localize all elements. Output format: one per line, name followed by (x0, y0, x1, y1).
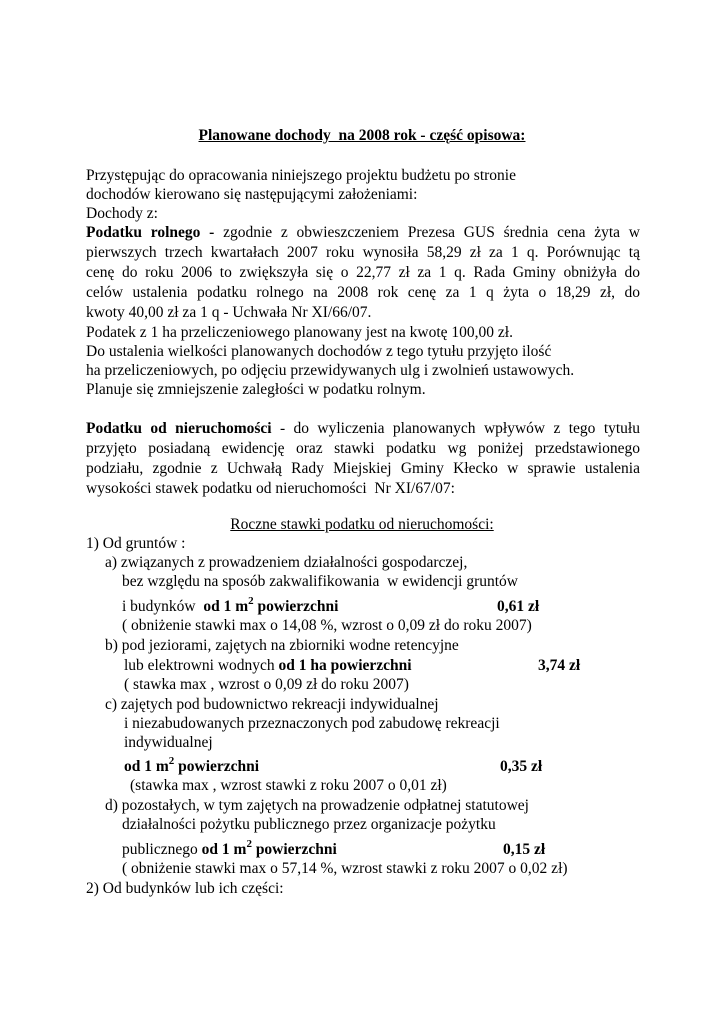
nieruch-line-4: wysokości stawek podatku od nieruchomości Nr XI/67/07: (86, 480, 455, 497)
stawki-heading: Roczne stawki podatku od nieruchomości: (230, 516, 494, 533)
item-a-amount: 0,61 zł (497, 598, 540, 615)
item-a-line-2: bez względu na sposób zakwalifikowania w ewidencji gruntów (122, 573, 518, 590)
nieruch-paragraph-line-1: Podatku od nieruchomości - do wyliczenia planowanych wpływów z tego tytułu (86, 420, 640, 437)
intro-line-2: dochodów kierowano się następującymi założeniami: (86, 186, 418, 203)
rolny-heading: Podatku rolnego - (86, 224, 215, 241)
rolny-line-7: Do ustalenia wielkości planowanych dochodów z tego tytułu przyjęto ilość (86, 343, 552, 360)
intro-line-3: Dochody z: (86, 205, 158, 222)
item-a-line-1: a) związanych z prowadzeniem działalności gospodarczej, (105, 554, 468, 571)
rolny-line-6: Podatek z 1 ha przeliczeniowego planowany jest na kwotę 100,00 zł. (86, 324, 513, 341)
nieruch-line-2: przyjęto posiadaną ewidencję oraz stawki podatku wg poniżej przedstawionego (86, 440, 640, 457)
item-b-line-2: lub elektrowni wodnych od 1 ha powierzchni (124, 657, 412, 674)
item-a-line-3: i budynków od 1 $m^2$ powierzchni (122, 595, 339, 615)
item-d-line-2: działalności pożytku publicznego przez organizacje pożytku (122, 816, 496, 833)
grunty-heading: 1) Od gruntów : (86, 535, 186, 552)
item-d-note: ( obniżenie stawki max o 57,14 %, wzrost stawki z roku 2007 o 0,02 zł) (122, 860, 568, 877)
rolny-line-5: kwoty 40,00 zł za 1 q - Uchwała Nr XI/66/07. (86, 304, 372, 321)
page-title: Planowane dochody na 2008 rok - część opisowa: (198, 127, 526, 144)
rolny-line-9: Planuje się zmniejszenie zaległości w podatku rolnym. (86, 381, 426, 398)
item-c-note: (stawka max , wzrost stawki z roku 2007 o 0,01 zł) (130, 777, 447, 794)
item-d-amount: 0,15 zł (503, 841, 546, 858)
nieruch-line-3: podziału, zgodnie z Uchwałą Rady Miejskiej Gminy Kłecko w sprawie ustalenia (86, 460, 640, 477)
item-d-line-1: d) pozostałych, w tym zajętych na prowadzenie odpłatnej statutowej (105, 797, 529, 814)
rolny-line-4: celów ustalenia podatku rolnego na 2008 rok cenę za 1 q żyta o 18,29 zł, do (86, 284, 640, 301)
item-c-line-1: c) zajętych pod budownictwo rekreacji indywidualnej (105, 696, 439, 713)
rolny-line-8: ha przeliczeniowych, po odjęciu przewidywanych ulg i zwolnień ustawowych. (86, 362, 575, 379)
rolny-line-2: pierwszych trzech kwartałach 2007 roku wynosiła 58,29 zł za 1 q. Porównując tą (86, 244, 640, 261)
intro-line-1: Przystępując do opracowania niniejszego projektu budżetu po stronie (86, 167, 516, 184)
item-b-amount: 3,74 zł (538, 657, 581, 674)
nieruch-heading: Podatku od nieruchomości (86, 420, 272, 437)
item-c-line-2: i niezabudowanych przeznaczonych pod zabudowę rekreacji (124, 715, 500, 732)
rolny-paragraph-line-1: Podatku rolnego - zgodnie z obwieszczeniem Prezesa GUS średnia cena żyta w (86, 224, 640, 241)
item-d-line-3: publicznego od 1 $m^2$ powierzchni (122, 838, 337, 858)
item-c-amount: 0,35 zł (500, 758, 543, 775)
item-b-note: ( stawka max , wzrost o 0,09 zł do roku 2007) (124, 676, 409, 693)
item-c-line-4: od 1 $m^2$ powierzchni (124, 755, 260, 775)
item-c-line-3: indywidualnej (124, 734, 213, 751)
budynki-heading: 2) Od budynków lub ich części: (86, 880, 284, 897)
rolny-line-3: cenę do roku 2006 to zwiększyła się o 22,77 zł za 1 q. Rada Gminy obniżyła do (86, 264, 640, 281)
item-a-note: ( obniżenie stawki max o 14,08 %, wzrost o 0,09 zł do roku 2007) (122, 617, 532, 634)
item-b-line-1: b) pod jeziorami, zajętych na zbiorniki wodne retencyjne (105, 637, 459, 654)
